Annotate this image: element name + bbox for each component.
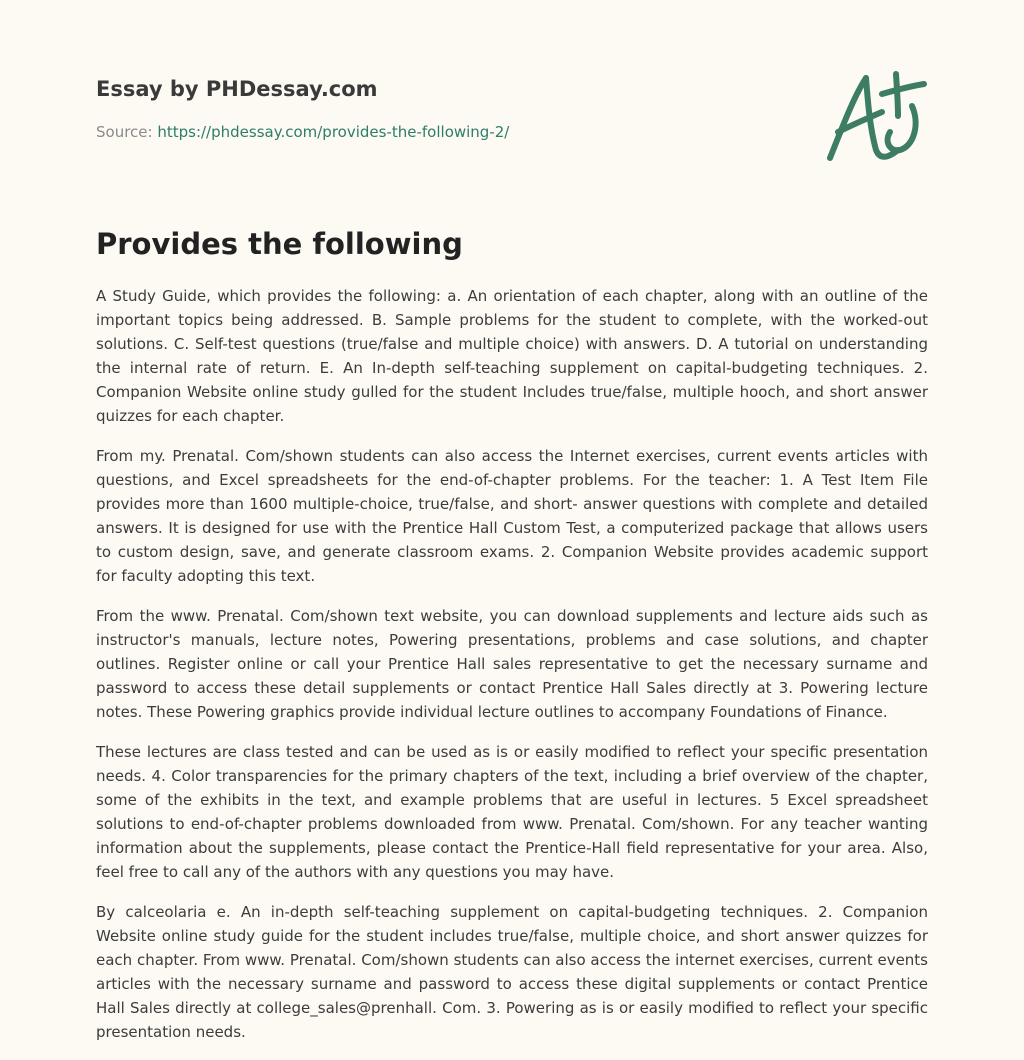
essay-paragraph: From the www. Prenatal. Com/shown text website, you can download supplements and lecture aids such as instructor's manuals, lecture notes, Powering presentations, problems and case solutions, and chapter outlines. Register online or call your Prentice Hall sales representative to get the necessary surname and password to access these detail supplements or contact Prentice Hall Sales directly at 3. Powering lecture notes. These Powering graphics provide individual lecture outlines to accompany Foundations of Finance. <box>96 607 928 721</box>
site-title: Essay by PHDessay.com <box>96 77 378 101</box>
essay-paragraph: By calceolaria e. An in-depth self-teaching supplement on capital-budgeting techniques. 2. Companion Website online study guide for the student includes true/false, multiple choice, and short answer quizzes for each chapter. From www. Prenatal. Com/shown students can also access the internet exercises, current events articles with the necessary surname and password to access these digital supplements or contact Prentice Hall Sales directly at college_sales@prenhall. Com. 3. Powering as is or easily modified to reflect your specific presentation needs. <box>96 903 928 1041</box>
essay-title: Provides the following <box>96 227 463 261</box>
essay-body <box>96 284 928 1060</box>
essay-paragraph: From my. Prenatal. Com/shown students can also access the Internet exercises, current events articles with questions, and Excel spreadsheets for the end-of-chapter problems. For the teacher: 1. A Test Item File provides more than 1600 multiple-choice, true/false, and short- answer questions with complete and detailed answers. It is designed for use with the Prentice Hall Custom Test, a computerized package that allows users to custom design, save, and generate classroom exams. 2. Companion Website provides academic support for faculty adopting this text. <box>96 447 928 585</box>
a-plus-logo-icon <box>820 68 930 168</box>
page-header <box>96 74 796 142</box>
source-label: Source: <box>96 123 158 141</box>
source-line <box>96 122 796 142</box>
essay-paragraph: These lectures are class tested and can be used as is or easily modified to reflect your specific presentation needs. 4. Color transparencies for the primary chapters of the text, including a brief overview of the chapter, some of the exhibits in the text, and example problems that are useful in lectures. 5 Excel spreadsheet solutions to end-of-chapter problems downloaded from www. Prenatal. Com/shown. For any teacher wanting information about the supplements, please contact the Prentice-Hall field representative for your area. Also, feel free to call any of the authors with any questions you may have. <box>96 743 928 881</box>
essay-paragraph: A Study Guide, which provides the following: a. An orientation of each chapter, along with an outline of the important topics being addressed. B. Sample problems for the student to complete, with the worked-out solutions. C. Self-test questions (true/false and multiple choice) with answers. D. A tutorial on understanding the internal rate of return. E. An In-depth self-teaching supplement on capital-budgeting techniques. 2. Companion Website online study gulled for the student Includes true/false, multiple hooch, and short answer quizzes for each chapter. <box>96 287 928 425</box>
source-link[interactable]: https://phdessay.com/provides-the-following-2/ <box>157 123 510 141</box>
